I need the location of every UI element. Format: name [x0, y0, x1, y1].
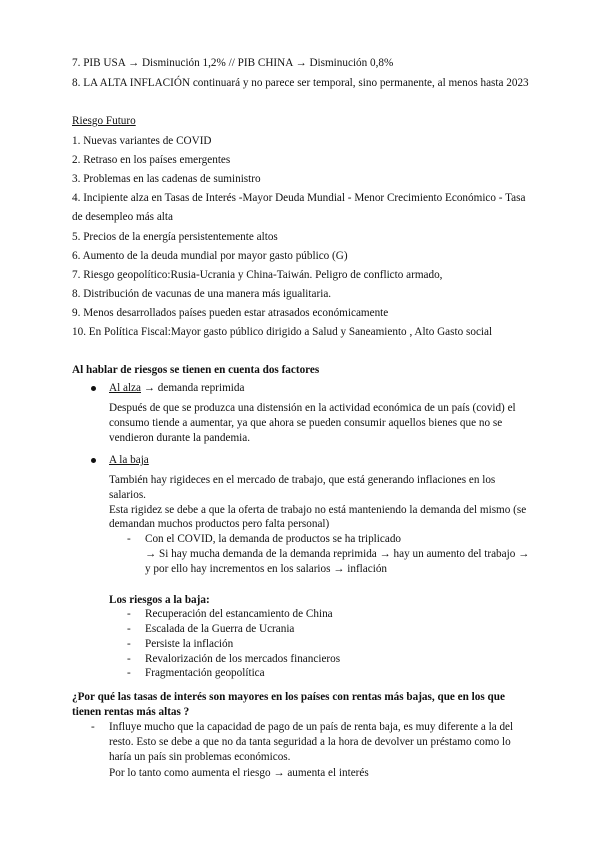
baja-text: salarios. [109, 489, 146, 501]
riesgo-baja-item: Revalorización de los mercados financieros [145, 653, 341, 665]
riesgo-item: 9. Menos desarrollados países pueden estar atrasados económicamente [72, 307, 389, 319]
riesgo-baja-item: Escalada de la Guerra de Ucrania [145, 623, 295, 635]
pregunta-heading: ¿Por qué las tasas de interés son mayores en los países con rentas más bajas, que en los que [72, 691, 505, 703]
riesgo-item: 10. En Política Fiscal:Mayor gasto público dirigido a Salud y Saneamiento , Alto Gasto social [72, 326, 493, 338]
baja-text: demandan muchos productos pero falta personal) [109, 518, 330, 530]
covid-line: Con el COVID, la demanda de productos se ha triplicado [145, 533, 402, 545]
pib-line: 7. PIB USA → Disminución 1,2% // PIB CHINA → Disminución 0,8% [72, 57, 394, 69]
pregunta-heading: tienen rentas más altas ? [72, 706, 190, 718]
inflacion-line: 8. LA ALTA INFLACIÓN continuará y no parece ser temporal, sino permanente, al menos hasta 2023 [72, 77, 529, 89]
dash-marker: - [127, 623, 131, 635]
bullet-dot-icon [91, 458, 96, 463]
alza-rest: → demanda reprimida [141, 382, 245, 394]
riesgo-item: 6. Aumento de la deuda mundial por mayor gasto público (G) [72, 250, 348, 262]
alza-text: vendieron durante la pandemia. [109, 432, 251, 444]
covid-sub: → Si hay mucha demanda de la demanda reprimida → hay un aumento del trabajo → [145, 548, 530, 560]
riesgo-item: 8. Distribución de vacunas de una manera más igualitaria. [72, 288, 332, 300]
pregunta-text: resto. Esto se debe a que no da tanta seguridad a la hora de devolver un préstamo como lo [109, 736, 511, 748]
riesgo-item: 4. Incipiente alza en Tasas de Interés -Mayor Deuda Mundial - Menor Crecimiento Económico - Tasa [72, 192, 526, 204]
baja-text: También hay rigideces en el mercado de trabajo, que está generando inflaciones en los [109, 474, 496, 486]
riesgo-baja-item: Persiste la inflación [145, 638, 234, 650]
riesgo-baja-item: Recuperación del estancamiento de China [145, 608, 333, 620]
factores-heading: Al hablar de riesgos se tienen en cuenta dos factores [72, 364, 320, 376]
riesgo-item: 1. Nuevas variantes de COVID [72, 135, 212, 147]
pregunta-text: haría un país sin problemas económicos. [109, 751, 291, 763]
alza-text: Después de que se produzca una distensión en la actividad económica de un país (covid) el [109, 402, 516, 414]
riesgo-item: 5. Precios de la energía persistentemente altos [72, 231, 278, 243]
dash-marker: - [91, 721, 95, 733]
dash-marker: - [127, 608, 131, 620]
riesgo-item: 3. Problemas en las cadenas de suministro [72, 173, 261, 185]
alza-label: Al alza [109, 382, 141, 394]
alza-text: consumo tiende a aumentar, ya que ahora se pueden consumir aquellos bienes que no se [109, 417, 503, 429]
dash-marker: - [127, 653, 131, 665]
riesgo-item: 2. Retraso en los países emergentes [72, 154, 231, 166]
baja-text: Esta rigidez se debe a que la oferta de trabajo no está manteniendo la demanda del mismo (se [109, 504, 527, 516]
riesgos-baja-heading: Los riesgos a la baja: [109, 594, 210, 606]
riesgo-futuro-heading: Riesgo Futuro [72, 115, 136, 127]
riesgo-item: 7. Riesgo geopolítico:Rusia-Ucrania y China-Taiwán. Peligro de conflicto armado, [72, 269, 443, 281]
riesgo-baja-item: Fragmentación geopolítica [145, 667, 265, 679]
baja-label: A la baja [109, 454, 149, 466]
dash-marker: - [127, 638, 131, 650]
pregunta-text: Influye mucho que la capacidad de pago de un país de renta baja, es muy diferente a la del [109, 721, 514, 733]
pregunta-text: Por lo tanto como aumenta el riesgo → aumenta el interés [109, 767, 369, 779]
dash-marker: - [127, 667, 131, 679]
covid-sub: y por ello hay incrementos en los salarios → inflación [145, 563, 388, 575]
riesgo-item: de desempleo más alta [72, 211, 173, 223]
bullet-dot-icon [91, 386, 96, 391]
dash-marker: - [127, 533, 131, 545]
alza-item [109, 381, 244, 395]
